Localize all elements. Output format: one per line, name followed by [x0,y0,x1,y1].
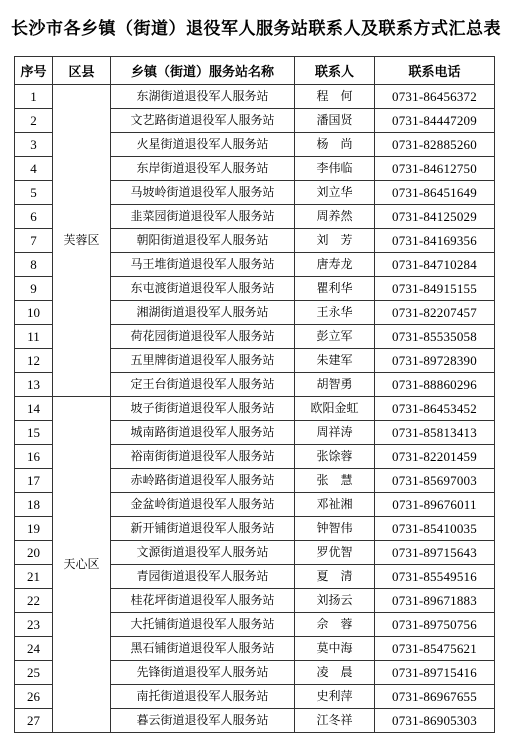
row-serial: 14 [15,397,53,421]
row-serial: 8 [15,253,53,277]
header-phone: 联系电话 [375,57,495,85]
phone-cell: 0731-85475621 [375,637,495,661]
contact-person-cell: 江冬祥 [295,709,375,733]
station-name-cell: 文艺路街道退役军人服务站 [111,109,295,133]
contact-person-cell: 唐寿龙 [295,253,375,277]
contact-person-cell: 胡智勇 [295,373,375,397]
station-name-cell: 东屯渡街道退役军人服务站 [111,277,295,301]
phone-cell: 0731-89676011 [375,493,495,517]
station-name-cell: 定王台街道退役军人服务站 [111,373,295,397]
header-contact-person: 联系人 [295,57,375,85]
contact-person-cell: 刘扬云 [295,589,375,613]
phone-cell: 0731-85535058 [375,325,495,349]
station-name-cell: 黑石铺街道退役军人服务站 [111,637,295,661]
station-name-cell: 桂花坪街道退役军人服务站 [111,589,295,613]
row-serial: 4 [15,157,53,181]
row-serial: 12 [15,349,53,373]
phone-cell: 0731-84915155 [375,277,495,301]
row-serial: 5 [15,181,53,205]
contact-person-cell: 王永华 [295,301,375,325]
station-name-cell: 火星街道退役军人服务站 [111,133,295,157]
station-name-cell: 马王堆街道退役军人服务站 [111,253,295,277]
district-cell: 芙蓉区 [53,85,111,397]
phone-cell: 0731-88860296 [375,373,495,397]
contact-person-cell: 佘 蓉 [295,613,375,637]
contact-person-cell: 瞿利华 [295,277,375,301]
station-name-cell: 东湖街道退役军人服务站 [111,85,295,109]
table-row [15,85,495,109]
contact-person-cell: 刘立华 [295,181,375,205]
contact-person-cell: 周祥涛 [295,421,375,445]
phone-cell: 0731-89671883 [375,589,495,613]
table-header-row [15,57,495,85]
phone-cell: 0731-89715643 [375,541,495,565]
contact-person-cell: 钟智伟 [295,517,375,541]
row-serial: 22 [15,589,53,613]
header-serial: 序号 [15,57,53,85]
district-cell: 天心区 [53,397,111,733]
phone-cell: 0731-84447209 [375,109,495,133]
phone-cell: 0731-86453452 [375,397,495,421]
station-name-cell: 湘湖街道退役军人服务站 [111,301,295,325]
contact-person-cell: 罗优智 [295,541,375,565]
row-serial: 1 [15,85,53,109]
station-name-cell: 东岸街道退役军人服务站 [111,157,295,181]
row-serial: 7 [15,229,53,253]
contact-person-cell: 张馀蓉 [295,445,375,469]
row-serial: 23 [15,613,53,637]
contact-person-cell: 李伟临 [295,157,375,181]
phone-cell: 0731-82201459 [375,445,495,469]
table-row [15,397,495,421]
station-name-cell: 暮云街道退役军人服务站 [111,709,295,733]
phone-cell: 0731-89750756 [375,613,495,637]
contact-person-cell: 程 何 [295,85,375,109]
station-name-cell: 新开铺街道退役军人服务站 [111,517,295,541]
contact-person-cell: 张 慧 [295,469,375,493]
contact-person-cell: 周养然 [295,205,375,229]
phone-cell: 0731-85697003 [375,469,495,493]
station-name-cell: 韭菜园街道退役军人服务站 [111,205,295,229]
station-name-cell: 朝阳街道退役军人服务站 [111,229,295,253]
station-name-cell: 先锋街道退役军人服务站 [111,661,295,685]
station-name-cell: 金盆岭街道退役军人服务站 [111,493,295,517]
phone-cell: 0731-85549516 [375,565,495,589]
header-station-name: 乡镇（街道）服务站名称 [111,57,295,85]
row-serial: 25 [15,661,53,685]
phone-cell: 0731-85813413 [375,421,495,445]
contact-person-cell: 夏 清 [295,565,375,589]
phone-cell: 0731-84710284 [375,253,495,277]
phone-cell: 0731-89715416 [375,661,495,685]
phone-cell: 0731-86967655 [375,685,495,709]
contact-person-cell: 彭立军 [295,325,375,349]
row-serial: 11 [15,325,53,349]
contact-person-cell: 凌 晨 [295,661,375,685]
header-district: 区县 [53,57,111,85]
row-serial: 15 [15,421,53,445]
station-name-cell: 裕南街街道退役军人服务站 [111,445,295,469]
contact-person-cell: 潘国贤 [295,109,375,133]
table-body [15,85,495,733]
phone-cell: 0731-84125029 [375,205,495,229]
station-name-cell: 青园街道退役军人服务站 [111,565,295,589]
row-serial: 2 [15,109,53,133]
row-serial: 27 [15,709,53,733]
station-name-cell: 赤岭路街道退役军人服务站 [111,469,295,493]
row-serial: 16 [15,445,53,469]
phone-cell: 0731-86456372 [375,85,495,109]
station-name-cell: 马坡岭街道退役军人服务站 [111,181,295,205]
contact-person-cell: 莫中海 [295,637,375,661]
contact-person-cell: 朱建军 [295,349,375,373]
row-serial: 6 [15,205,53,229]
row-serial: 19 [15,517,53,541]
row-serial: 9 [15,277,53,301]
row-serial: 3 [15,133,53,157]
row-serial: 18 [15,493,53,517]
phone-cell: 0731-86451649 [375,181,495,205]
row-serial: 10 [15,301,53,325]
station-name-cell: 荷花园街道退役军人服务站 [111,325,295,349]
contact-person-cell: 欧阳金虹 [295,397,375,421]
station-name-cell: 城南路街道退役军人服务站 [111,421,295,445]
row-serial: 13 [15,373,53,397]
phone-cell: 0731-89728390 [375,349,495,373]
phone-cell: 0731-84169356 [375,229,495,253]
phone-cell: 0731-86905303 [375,709,495,733]
contact-person-cell: 刘 芳 [295,229,375,253]
row-serial: 21 [15,565,53,589]
station-name-cell: 南托街道退役军人服务站 [111,685,295,709]
row-serial: 26 [15,685,53,709]
contact-person-cell: 邓祉湘 [295,493,375,517]
contact-person-cell: 杨 尚 [295,133,375,157]
contact-table [14,56,495,733]
phone-cell: 0731-82885260 [375,133,495,157]
station-name-cell: 文源街道退役军人服务站 [111,541,295,565]
phone-cell: 0731-85410035 [375,517,495,541]
contact-person-cell: 史利萍 [295,685,375,709]
row-serial: 24 [15,637,53,661]
phone-cell: 0731-84612750 [375,157,495,181]
row-serial: 20 [15,541,53,565]
phone-cell: 0731-82207457 [375,301,495,325]
station-name-cell: 坡子街街道退役军人服务站 [111,397,295,421]
station-name-cell: 五里牌街道退役军人服务站 [111,349,295,373]
station-name-cell: 大托铺街道退役军人服务站 [111,613,295,637]
row-serial: 17 [15,469,53,493]
document-title: 长沙市各乡镇（街道）退役军人服务站联系人及联系方式汇总表 [11,19,501,39]
